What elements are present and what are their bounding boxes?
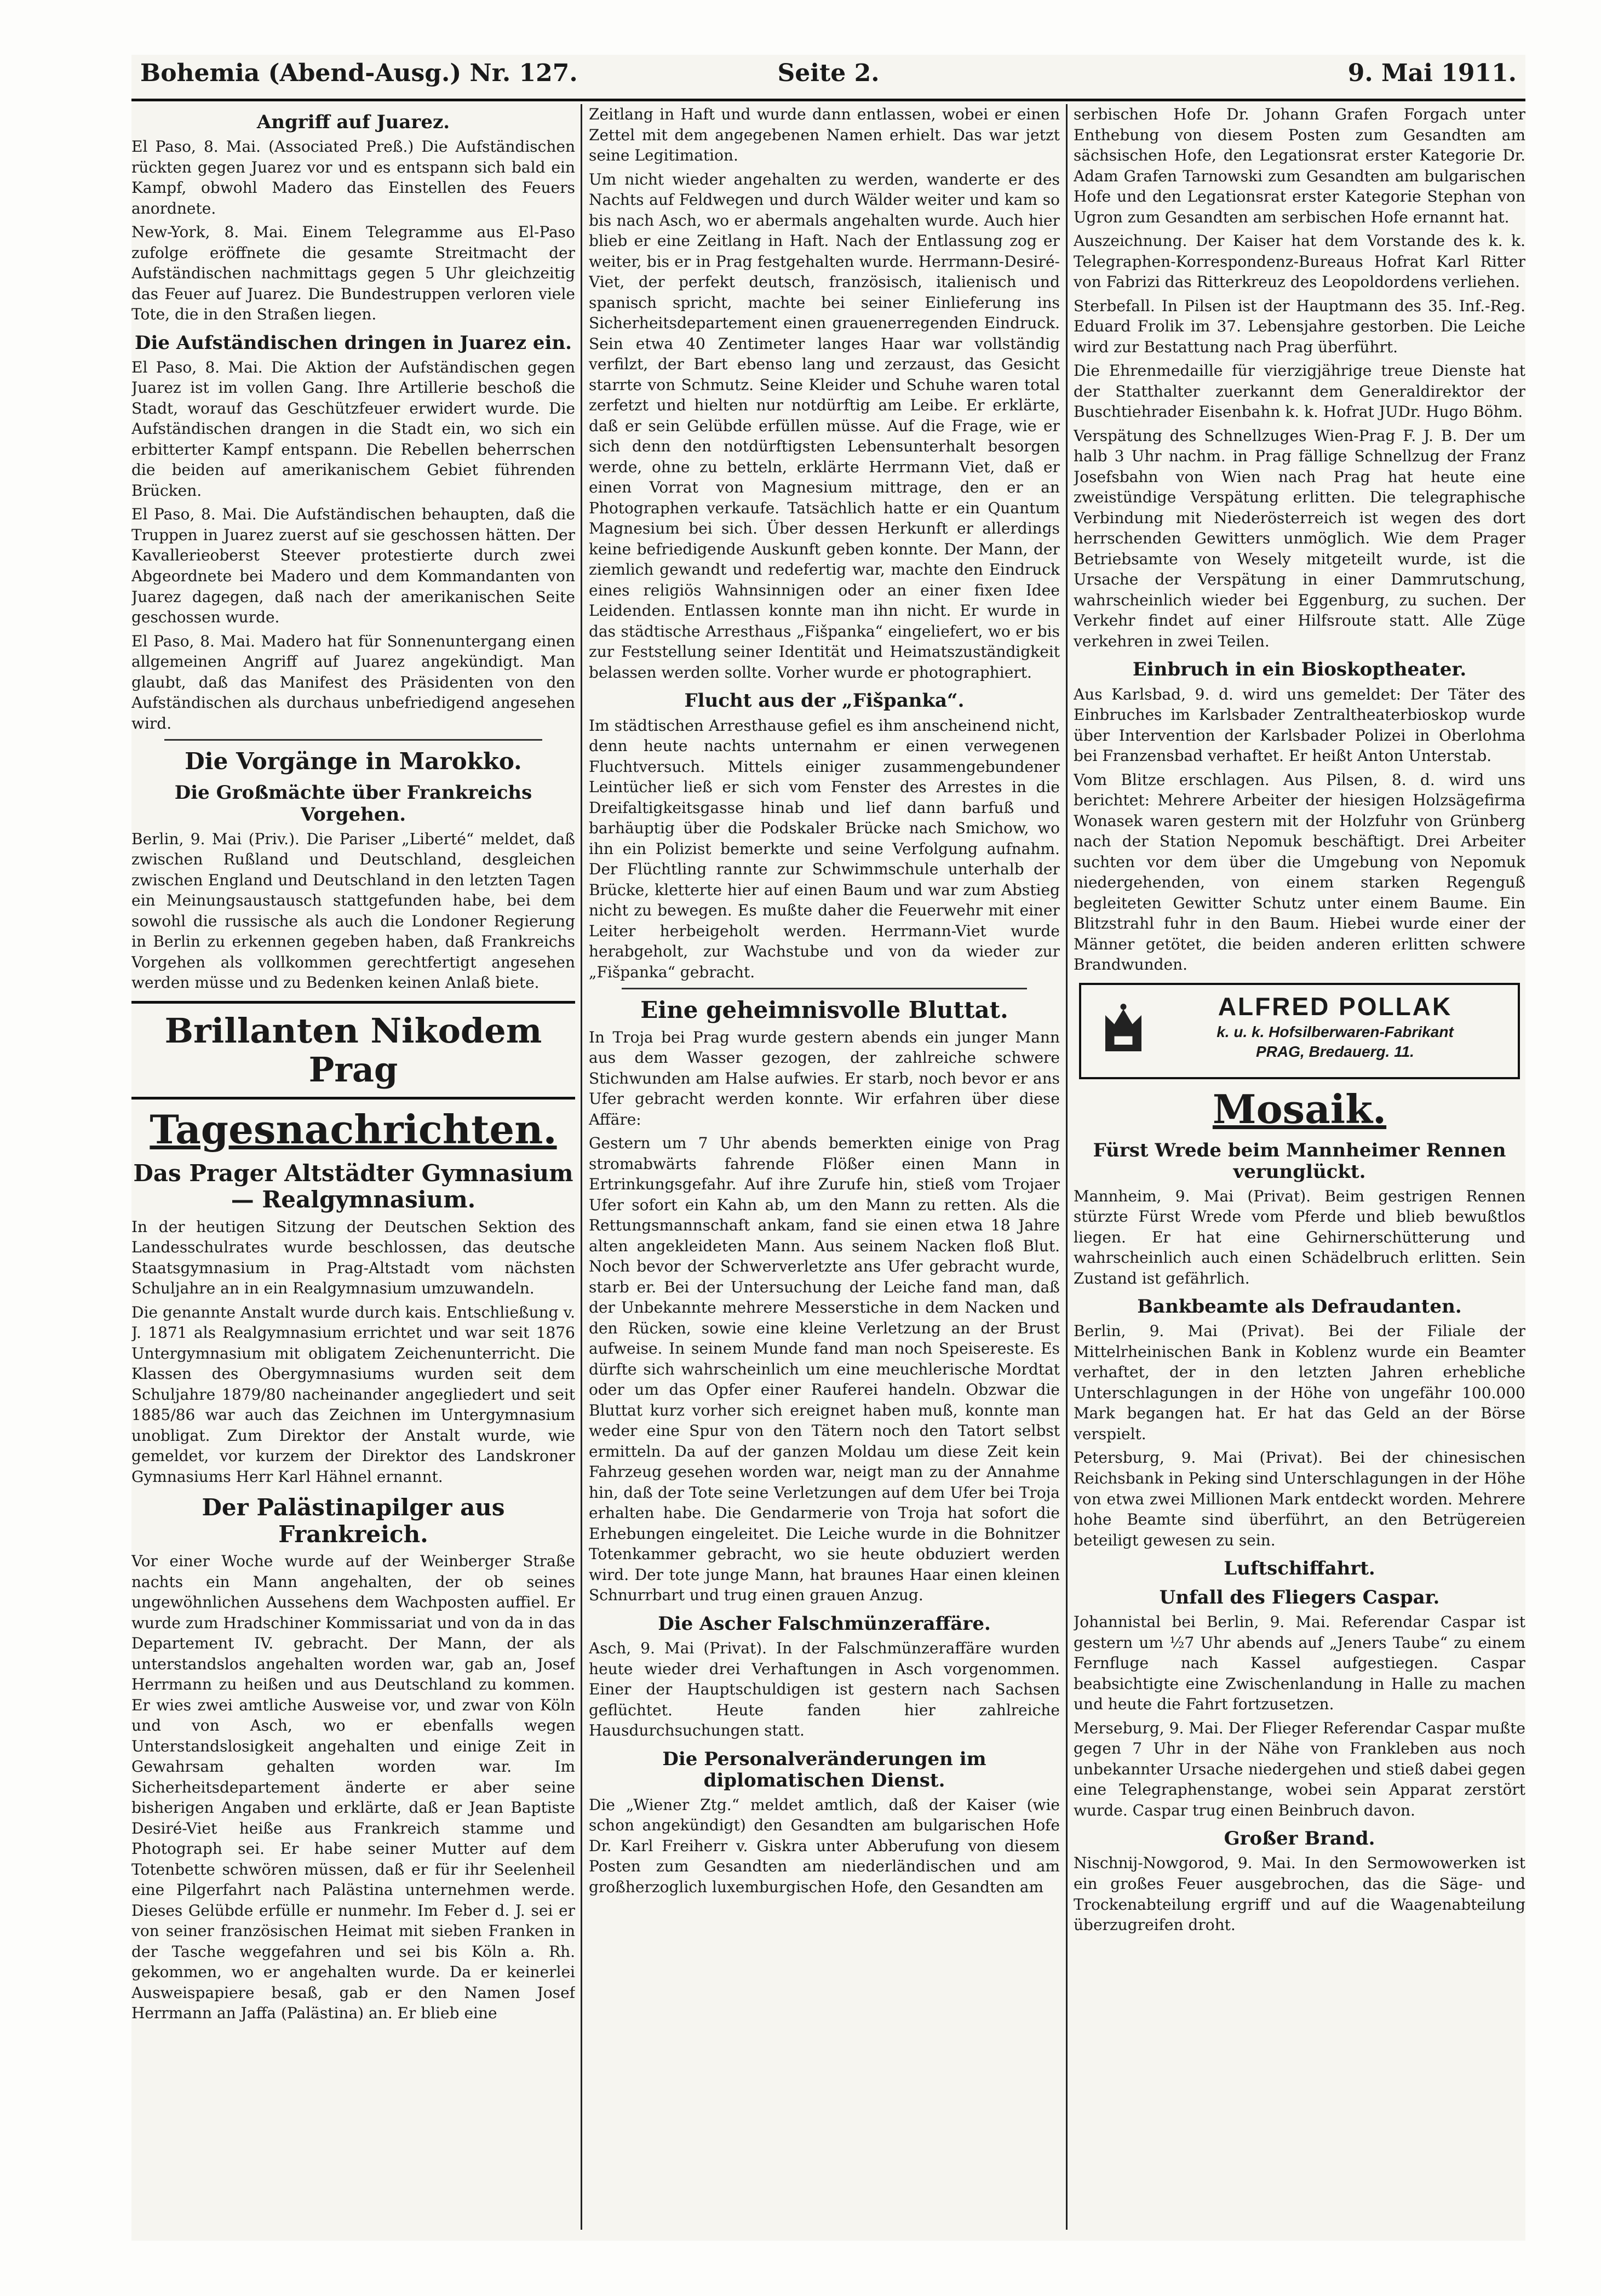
article-paragraph: Vom Blitze erschlagen. Aus Pilsen, 8. d. wird uns berichtet: Mehrere Arbeiter der hiesigen Holzsägefirma Wonasek waren gestern mit der Holzfuhr von Grünberg nach der Station Nepomuk beschäftigt. Drei Arbeiter suchten vor dem über die Umgebung von Nepomuk niedergehenden, von einem starken Regenguß begleiteten Gewitter Schutz unter einem Baume. Ein Blitzstrahl fuhr in den Baum. Hiebei wurde einer der Männer getötet, die beiden anderen erlitten schwere Brandwunden. [1074,770,1525,974]
column-2 [589,104,1060,2230]
column-3 [1074,104,1525,2230]
masthead-page-number: Seite 2. [777,59,880,87]
headline-brand: Großer Brand. [1224,1828,1375,1850]
article-paragraph: Berlin, 9. Mai (Priv.). Die Pariser „Liberté“ meldet, daß zwischen Rußland und Deutschland, desgleichen zwischen England und Deutschland in den letzten Tagen ein Meinungsaustausch stattgefunden habe, bei dem sowohl die russische als auch die Londoner Regierung in Berlin zu erkennen gegeben haben, daß Frankreichs Vorgehen als vollkommen gerechtfertigt angesehen werden müsse und zu Bedenken keinen Anlaß biete. [131,829,575,992]
headline-wrede: Fürst Wrede beim Mannheimer Rennen verunglückt. [1093,1139,1506,1183]
newspaper-page [131,55,1525,2241]
article-paragraph: Zeitlang in Haft und wurde dann entlassen, wobei er einen Zettel mit dem angegebenen Namen erhielt. Das war jetzt seine Legitimation. [589,105,1060,165]
article-paragraph: Im städtischen Arresthause gefiel es ihm anscheinend nicht, denn heute nachts unternahm er einen verwegenen Fluchtversuch. Mittels einiger zusammengebundener Leintücher ließ er sich vom Fenster des Arrestes in die Dreifaltigkeitsgasse hinab und lief dann barfuß und barhäuptig über die Podskaler Brücke nach Smichow, wo ihn ein Polizist bemerkte und seine Verfolgung aufnahm. Der Flüchtling rannte zur Schwimmschule unterhalb der Brücke, kletterte hier auf einen Baum und war zum Abstieg nicht zu bewegen. Es mußte daher die Feuerwehr mit einer Leiter herbeigeholt werden. Herrmann-Viet wurde herabgeholt, zur Wachstube und von da wieder zur „Fišpanka“ gebracht. [589,716,1060,981]
article-paragraph: El Paso, 8. Mai. (Associated Preß.) Die Aufständischen rückten gegen Juarez vor und es entspann sich bald ein Kampf, obwohl Madero das Einstellen des Feuers anordnete. [131,138,575,217]
headline-asch: Die Ascher Falschmünzeraffäre. [658,1612,991,1635]
section-title-mosaik: Mosaik. [1212,1085,1387,1132]
ad-text [1163,992,1507,1061]
article-paragraph: Johannistal bei Berlin, 9. Mai. Referendar Caspar ist gestern um ½7 Uhr abends auf „Jeners Taube“ zu einem Fernfluge nach Kassel aufgestiegen. Caspar beabsichtigte eine Zwischenlandung in Halle zu machen und heute die Fahrt fortzusetzen. [1074,1613,1525,1714]
section-title-tagesnachrichten: Tagesnachrichten. [150,1106,557,1153]
article-paragraph: Mannheim, 9. Mai (Privat). Beim gestrigen Rennen stürzte Fürst Wrede vom Pferde und blieb bewußtlos liegen. Er hat eine Gehirnerschütterung und wahrscheinlich auch einen Schädelbruch erlitten. Sein Zustand ist gefährlich. [1074,1187,1525,1287]
headline-dienst: Die Personalveränderungen im diplomatischen Dienst. [662,1748,986,1791]
article-paragraph: Die „Wiener Ztg.“ meldet amtlich, daß der Kaiser (wie schon angekündigt) den Gesandten am bulgarischen Hofe Dr. Karl Freiherr v. Giskra unter Abberufung von diesem Posten zum Gesandten am niederländischen und am großherzoglich luxemburgischen Hofe, den Gesandten am [589,1795,1060,1896]
article-paragraph: In der heutigen Sitzung der Deutschen Sektion des Landesschulrates wurde beschlossen, das deutsche Staatsgymnasium in Prag-Altstadt vom nächsten Schuljahre an in ein Realgymnasium umzuwandeln. [131,1217,575,1298]
masthead-date: 9. Mai 1911. [1347,59,1517,87]
crown-emblem-icon [1093,997,1154,1057]
headline-luftschiffahrt: Luftschiffahrt. [1224,1558,1375,1580]
ad-line-2: PRAG, Bredauerg. 11. [1256,1043,1414,1060]
ad-alfred-pollak [1079,983,1520,1079]
headline-bluttat: Eine geheimnisvolle Bluttat. [640,997,1008,1024]
divider [131,1097,575,1100]
article-paragraph: serbischen Hofe Dr. Johann Grafen Forgach unter Enthebung von diesem Posten zum Gesandten am sächsischen Hofe, den Legationsrat erster Kategorie Dr. Adam Grafen Tarnowski zum Gesandten am bulgarischen Hofe und den Legationsrat erster Kategorie Stephan von Ugron zum Gesandten am serbischen Hofe ernannt hat. [1074,105,1525,226]
article-paragraph: Petersburg, 9. Mai (Privat). Bei der chinesischen Reichsbank in Peking sind Unterschlagungen in der Höhe von etwa zwei Millionen Mark entdeckt worden. Mehrere hohe Beamte sind überführt, an den Betrügereien beteiligt gewesen zu sein. [1074,1448,1525,1549]
article-paragraph: New-York, 8. Mai. Einem Telegramme aus El-Paso zufolge eröffnete die gesamte Streitmacht der Aufständischen nachmittags gegen 5 Uhr gleichzeitig das Feuer auf Juarez. Die Bundestruppen verloren viele Tote, die in den Straßen liegen. [131,223,575,324]
article-paragraph: Sterbefall. In Pilsen ist der Hauptmann des 35. Inf.-Reg. Eduard Frolik im 37. Lebensjahre gestorben. Die Leiche wird zur Bestattung nach Prag überführt. [1074,296,1525,356]
headline-dringen: Die Aufständischen dringen in Juarez ein. [134,331,572,354]
article-paragraph: Verspätung des Schnellzuges Wien-Prag F. J. B. Der um halb 3 Uhr nachm. in Prag fällige Schnellzug der Franz Josefsbahn von Wien nach Prag hat heute eine zweistündige Verspätung erlitten. Die telegraphische Verbindung mit Niederösterreich ist wegen des dort herrschenden Gewitters unmöglich. Wie dem Prager Betriebsamte von Wesely mitgeteilt wurde, ist die Ursache der Verspätung in einer Dammrutschung, wahrscheinlich wieder bei Eggenburg, zu suchen. Der Verkehr findet auf einer Hilfsroute statt. Alle Züge verkehren in zwei Teilen. [1074,426,1525,650]
article-paragraph: In Troja bei Prag wurde gestern abends ein junger Mann aus dem Wasser gezogen, der zahlreiche schwere Stichwunden am Halse aufwies. Er starb, noch bevor er ans Ufer gebracht werden konnte. Wir erfahren über diese Affäre: [589,1028,1060,1129]
article-paragraph: Die genannte Anstalt wurde durch kais. Entschließung v. J. 1871 als Realgymnasium errichtet und war seit 1876 Untergymnasium mit obligatem Zeichenunterricht. Die Klassen des Obergymnasiums wurden seit dem Schuljahre 1879/80 nacheinander angegliedert und seit 1885/86 war auch das Zeichnen im Untergymnasium unobligat. Zum Direktor der Anstalt wurde, wie gemeldet, vor kurzem der Direktor des Landskroner Gymnasiums Herr Karl Hähnel ernannt. [131,1303,575,1486]
article-paragraph: Merseburg, 9. Mai. Der Flieger Referendar Caspar mußte gegen 7 Uhr in der Nähe von Frankleben aus noch unbekannter Ursache niedergehen und stieß dabei gegen eine Telegraphenstange, wobei sein Apparat zerstört wurde. Caspar trug einen Beinbruch davon. [1074,1719,1525,1819]
ad-brillanten: Brillanten Nikodem Prag [164,1010,542,1090]
headline-einbruch: Einbruch in ein Bioskoptheater. [1132,659,1467,681]
article-paragraph: El Paso, 8. Mai. Die Aktion der Aufständischen gegen Juarez ist im vollen Gang. Ihre Artillerie beschoß die Stadt, worauf das Geschützfeuer erwidert wurde. Die Aufständischen drangen in die Stadt ein, wo sich ein erbitterter Kampf entspann. Die Rebellen beherrschen die beiden auf amerikanischem Gebiet führenden Brücken. [131,358,575,500]
ad-company-name: ALFRED POLLAK [1218,992,1453,1021]
headline-flucht: Flucht aus der „Fišpanka“. [684,690,965,712]
divider [622,988,1027,989]
divider [164,739,542,741]
headline-marokko: Die Vorgänge in Marokko. [185,748,522,775]
article-paragraph: Um nicht wieder angehalten zu werden, wanderte er des Nachts auf Feldwegen und durch Wälder weiter und kam so bis nach Asch, wo er abermals angehalten wurde. Auch hier blieb er eine Zeitlang in Haft. Nach der Entlassung zog er weiter, bis er in Prag festgehalten wurde. Herrmann-Desiré-Viet, der perfekt deutsch, französisch, italienisch und spanisch spricht, machte bei seiner Einlieferung ins Sicherheitsdepartement einen grauenerregenden Eindruck. Sein etwa 40 Zentimeter langes Haar war vollständig verfilzt, der Bart ebenso lang und zerzaust, das Gesicht starrte von Schmutz. Seine Kleider und Schuhe waren total zerfetzt und hielten nur notdürftig am Leibe. Er erklärte, daß er sein Gelübde erfüllen müsse. Auf die Frage, wie er sich denn den notdürftigsten Lebensunterhalt besorgen werde, ohne zu betteln, erklärte Herrmann Viet, daß er einen Vorrat von Magnesium mittrage, den er an Photographen verkaufe. Tatsächlich hatte er ein Quantum Magnesium bei sich. Über dessen Herkunft er allerdings keine befriedigende Auskunft geben konnte. Der Mann, der ziemlich gewandt und redefertig war, machte den Eindruck eines religiös Wahnsinnigen oder an einer fixen Idee Leidenden. Entlassen konnte man ihn nicht. Er wurde in das städtische Arresthaus „Fišpanka“ eingeliefert, wo er bis zur Feststellung seiner Identität und Heimatszuständigkeit belassen werden sollte. Vorher wurde er photographiert. [589,170,1060,682]
subheadline-marokko: Die Großmächte über Frankreichs Vorgehen. [174,782,532,826]
headline-bank: Bankbeamte als Defraudanten. [1137,1296,1462,1318]
headline-pilger: Der Palästinapilger aus Frankreich. [202,1494,505,1548]
column-divider [1066,104,1068,2230]
ad-line-1: k. u. k. Hofsilberwaren-Fabrikant [1216,1023,1454,1040]
article-paragraph: Die Ehrenmedaille für vierzigjährige treue Dienste hat der Statthalter zuerkannt dem Generaldirektor der Buschtiehrader Eisenbahn k. k. Hofrat JUDr. Hugo Böhm. [1074,362,1525,421]
article-paragraph: Auszeichnung. Der Kaiser hat dem Vorstande des k. k. Telegraphen-Korrespondenz-Bureaus Hofrat Karl Ritter von Fabrizi das Ritterkreuz des Leopoldordens verliehen. [1074,232,1525,291]
article-paragraph: Aus Karlsbad, 9. d. wird uns gemeldet: Der Täter des Einbruches im Karlsbader Zentraltheaterbioskop wurde über Intervention der Karlsbader Polizei in Oberlohma bei Franzensbad verhaftet. Er heißt Anton Unterstab. [1074,685,1525,765]
article-paragraph: El Paso, 8. Mai. Die Aufständischen behaupten, daß die Truppen in Juarez zuerst auf sie geschossen hätten. Der Kavallerieoberst Steever protestierte durch zwei Abgeordnete bei Madero und dem Kommandanten von Juarez dagegen, daß nach der amerikanischen Seite geschossen wurde. [131,505,575,627]
article-paragraph: Nischnij-Nowgorod, 9. Mai. In den Sermowowerken ist ein großes Feuer ausgebrochen, das die Säge- und Trockenabteilung ergriff und auf die Waagenabteilung überzugreifen droht. [1074,1854,1525,1934]
masthead [131,55,1525,101]
article-paragraph: Asch, 9. Mai (Privat). In der Falschmünzeraffäre wurden heute wieder drei Verhaftungen in Asch vorgenommen. Einer der Hauptschuldigen ist gestern nach Sachsen geflüchtet. Heute fanden hier zahlreiche Hausdurchsuchungen statt. [589,1639,1060,1740]
column-divider [581,104,582,2230]
masthead-issue: Bohemia (Abend-Ausg.) Nr. 127. [140,59,578,87]
article-paragraph: Vor einer Woche wurde auf der Weinberger Straße nachts ein Mann angehalten, der ob seines ungewöhnlichen Aussehens dem Wachposten auffiel. Er wurde zum Hradschiner Kommissariat und von da in das Departement IV. gebracht. Der Mann, der als unterstandslos angehalten worden war, gab an, Josef Herrmann zu heißen und aus Deutschland zu kommen. Er wies zwei amtliche Ausweise vor, und zwar von Köln und von Asch, wo er ebenfalls wegen Unterstandslosigkeit angehalten und einige Zeit in Gewahrsam gehalten worden war. Im Sicherheitsdepartement änderte er aber seine bisherigen Angaben und erklärte, daß er Jean Baptiste Desiré-Viet heiße aus Frankreich stamme und Photograph sei. Er habe seiner Mutter auf dem Totenbette schwören müssen, daß er für ihr Seelenheil eine Pilgerfahrt nach Palästina unternehmen werde. Dieses Gelübde erfülle er nunmehr. Im Feber d. J. sei er von seiner französischen Heimat mit sieben Franken in der Tasche weggefahren und sei bis Köln a. Rh. gekommen, wo er angehalten wurde. Da er keinerlei Ausweispapiere besaß, gab er den Namen Josef Herrmann an Jaffa (Palästina) an. Er blieb eine [131,1552,575,2023]
subheadline-caspar: Unfall des Fliegers Caspar. [1159,1587,1440,1609]
headline-gymnasium: Das Prager Altstädter Gymnasium — Realgymnasium. [133,1160,573,1213]
article-paragraph: El Paso, 8. Mai. Madero hat für Sonnenuntergang einen allgemeinen Angriff auf Juarez angekündigt. Man glaubt, daß das Manifest des Präsidenten von den Aufständischen als durchaus unbefriedigend angesehen wird. [131,632,575,732]
headline-juarez: Angriff auf Juarez. [256,111,450,133]
article-paragraph: Berlin, 9. Mai (Privat). Bei der Filiale der Mittelrheinischen Bank in Koblenz wurde ein Beamter verhaftet, der in den letzten Jahren erhebliche Unterschlagungen in der Höhe von ungefähr 100.000 Mark begangen hat. Er hat das Geld an der Börse verspielt. [1074,1322,1525,1443]
column-1 [131,104,575,2230]
article-paragraph: Gestern um 7 Uhr abends bemerkten einige von Prag stromabwärts fahrende Flößer einen Mann in Ertrinkungsgefahr. Auf ihre Zurufe hin, stieß vom Trojaer Ufer sofort ein Kahn ab, um den Mann zu retten. Als die Rettungsmannschaft ankam, fand sie einen etwa 18 Jahre alten angekleideten Mann. Aus seinem Nacken floß Blut. Noch bevor der Schwerverletzte ans Ufer gebracht wurde, starb er. Bei der Untersuchung der Leiche fand man, daß der Unbekannte mehrere Messerstiche in dem Nacken und den Rücken, sowie eine kleine Verletzung an der Brust aufweise. In seinem Munde fand man noch Speisereste. Es dürfte sich wahrscheinlich um eine meuchlerische Mordtat oder um das Opfer einer Rauferei handeln. Obzwar die Bluttat kurz vorher sich ereignet haben muß, konnte man weder eine Spur von den Tätern noch den Tatort selbst ermitteln. Da auf der ganzen Moldau um diese Zeit kein Fahrzeug gesehen worden war, neigt man zu der Annahme hin, daß der Tote seine Verletzungen auf dem Ufer bei Troja erhalten habe. Die Gendarmerie von Troja hat sofort die Erhebungen eingeleitet. Die Leiche wurde in die Bohnitzer Totenkammer gebracht, wo sie heute obduziert werden wird. Der tote junge Mann, hat braunes Haar einen kleinen Schnurrbart und trug einen grauen Anzug. [589,1134,1060,1605]
divider [131,1001,575,1004]
